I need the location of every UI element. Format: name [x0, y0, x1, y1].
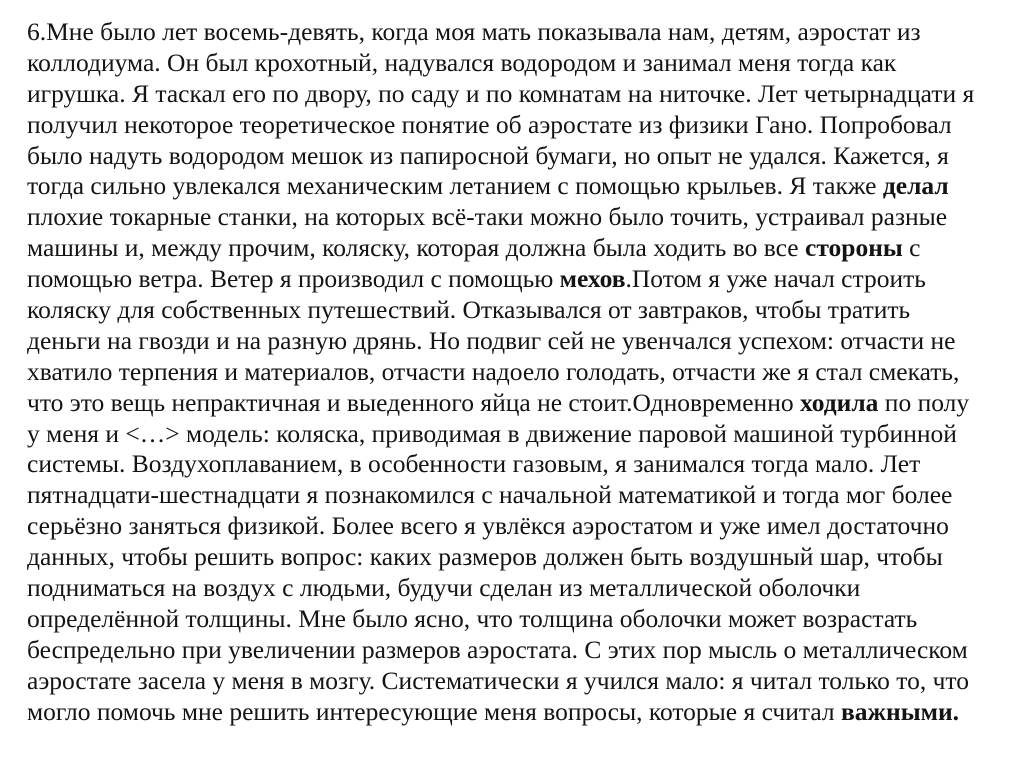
text-segment: машины и, между прочим, коляску, которая должна была ходить во все	[27, 233, 805, 263]
text-segment: тогда сильно увлекался механическим летанием с помощью крыльев. Я также	[27, 171, 883, 201]
text-segment: игрушка. Я таскал его по двору, по саду и по комнатам на ниточке. Лет четырнадцати я	[27, 78, 975, 108]
text-line	[27, 480, 1017, 511]
bold-word: мехов	[559, 264, 626, 294]
text-segment: могло помочь мне решить интересующие меня вопросы, которые я считал	[27, 696, 841, 726]
text-segment: коллодиума. Он был крохотный, надувался водородом и занимал меня тогда как	[27, 47, 897, 77]
text-segment: по полу	[878, 387, 970, 417]
text-segment: беспредельно при увеличении размеров аэростата. С этих пор мысль о металлическом	[27, 634, 968, 664]
text-line	[27, 449, 1017, 480]
text-line	[27, 419, 1017, 450]
text-segment: определённой толщины. Мне было ясно, что толщина оболочки может возрастать	[27, 603, 918, 633]
text-segment: было надуть водородом мешок из папиросной бумаги, но опыт не удался. Кажется, я	[27, 140, 949, 170]
paragraph-text	[27, 17, 1017, 727]
text-line	[27, 604, 1017, 635]
text-line	[27, 666, 1017, 697]
text-segment: что это вещь непрактичная и выеденного яйца не стоит.Одновременно	[27, 387, 800, 417]
text-line	[27, 79, 1017, 110]
text-segment: хватило терпения и материалов, отчасти надоело голодать, отчасти же я стал смекать,	[27, 356, 960, 386]
text-segment: коляску для собственных путешествий. Отказывался от завтраков, чтобы тратить	[27, 295, 911, 325]
text-segment: помощью ветра. Ветер я производил с помощью	[27, 264, 560, 294]
text-segment: системы. Воздухоплаванием, в особенности газовым, я занимался тогда мало. Лет	[27, 449, 921, 479]
text-line	[27, 635, 1017, 666]
text-segment: получил некоторое теоретическое понятие об аэростате из физики Гано. Попробовал	[27, 109, 952, 139]
text-line	[27, 388, 1017, 419]
bold-word: ходила	[799, 387, 879, 417]
text-line	[27, 326, 1017, 357]
text-line	[27, 295, 1017, 326]
text-segment: подниматься на воздух с людьми, будучи сделан из металлической оболочки	[27, 573, 861, 603]
text-line	[27, 697, 1017, 728]
text-segment: 6.Мне было лет восемь-девять, когда моя мать показывала нам, детям, аэростат из	[27, 17, 921, 46]
text-line	[27, 17, 1017, 48]
text-segment: аэростате засела у меня в мозгу. Систематически я учился мало: я читал только то, что	[27, 665, 969, 695]
text-segment: с	[902, 233, 921, 263]
text-segment: данных, чтобы решить вопрос: каких размеров должен быть воздушный шар, чтобы	[27, 542, 943, 572]
text-segment: деньги на гвозди и на разную дрянь. Но подвиг сей не увенчался успехом: отчасти не	[27, 325, 956, 355]
bold-word: стороны	[805, 233, 903, 263]
text-line	[27, 110, 1017, 141]
text-line	[27, 233, 1017, 264]
text-segment: пятнадцати-шестнадцати я познакомился с начальной математикой и тогда мог более	[27, 480, 953, 510]
text-line	[27, 171, 1017, 202]
text-segment: серьёзно заняться физикой. Более всего я увлёкся аэростатом и уже имел достаточно	[27, 511, 949, 541]
text-line	[27, 573, 1017, 604]
text-line	[27, 202, 1017, 233]
text-line	[27, 48, 1017, 79]
text-segment: .Потом я уже начал строить	[625, 264, 926, 294]
text-line	[27, 511, 1017, 542]
text-line	[27, 542, 1017, 573]
text-segment: плохие токарные станки, на которых всё-таки можно было точить, устраивал разные	[27, 202, 948, 232]
bold-word: делал	[882, 171, 949, 201]
text-line	[27, 357, 1017, 388]
text-segment: у меня и <…> модель: коляска, приводимая в движение паровой машиной турбинной	[27, 418, 957, 448]
bold-word: важными.	[840, 696, 960, 726]
text-line	[27, 141, 1017, 172]
text-line	[27, 264, 1017, 295]
